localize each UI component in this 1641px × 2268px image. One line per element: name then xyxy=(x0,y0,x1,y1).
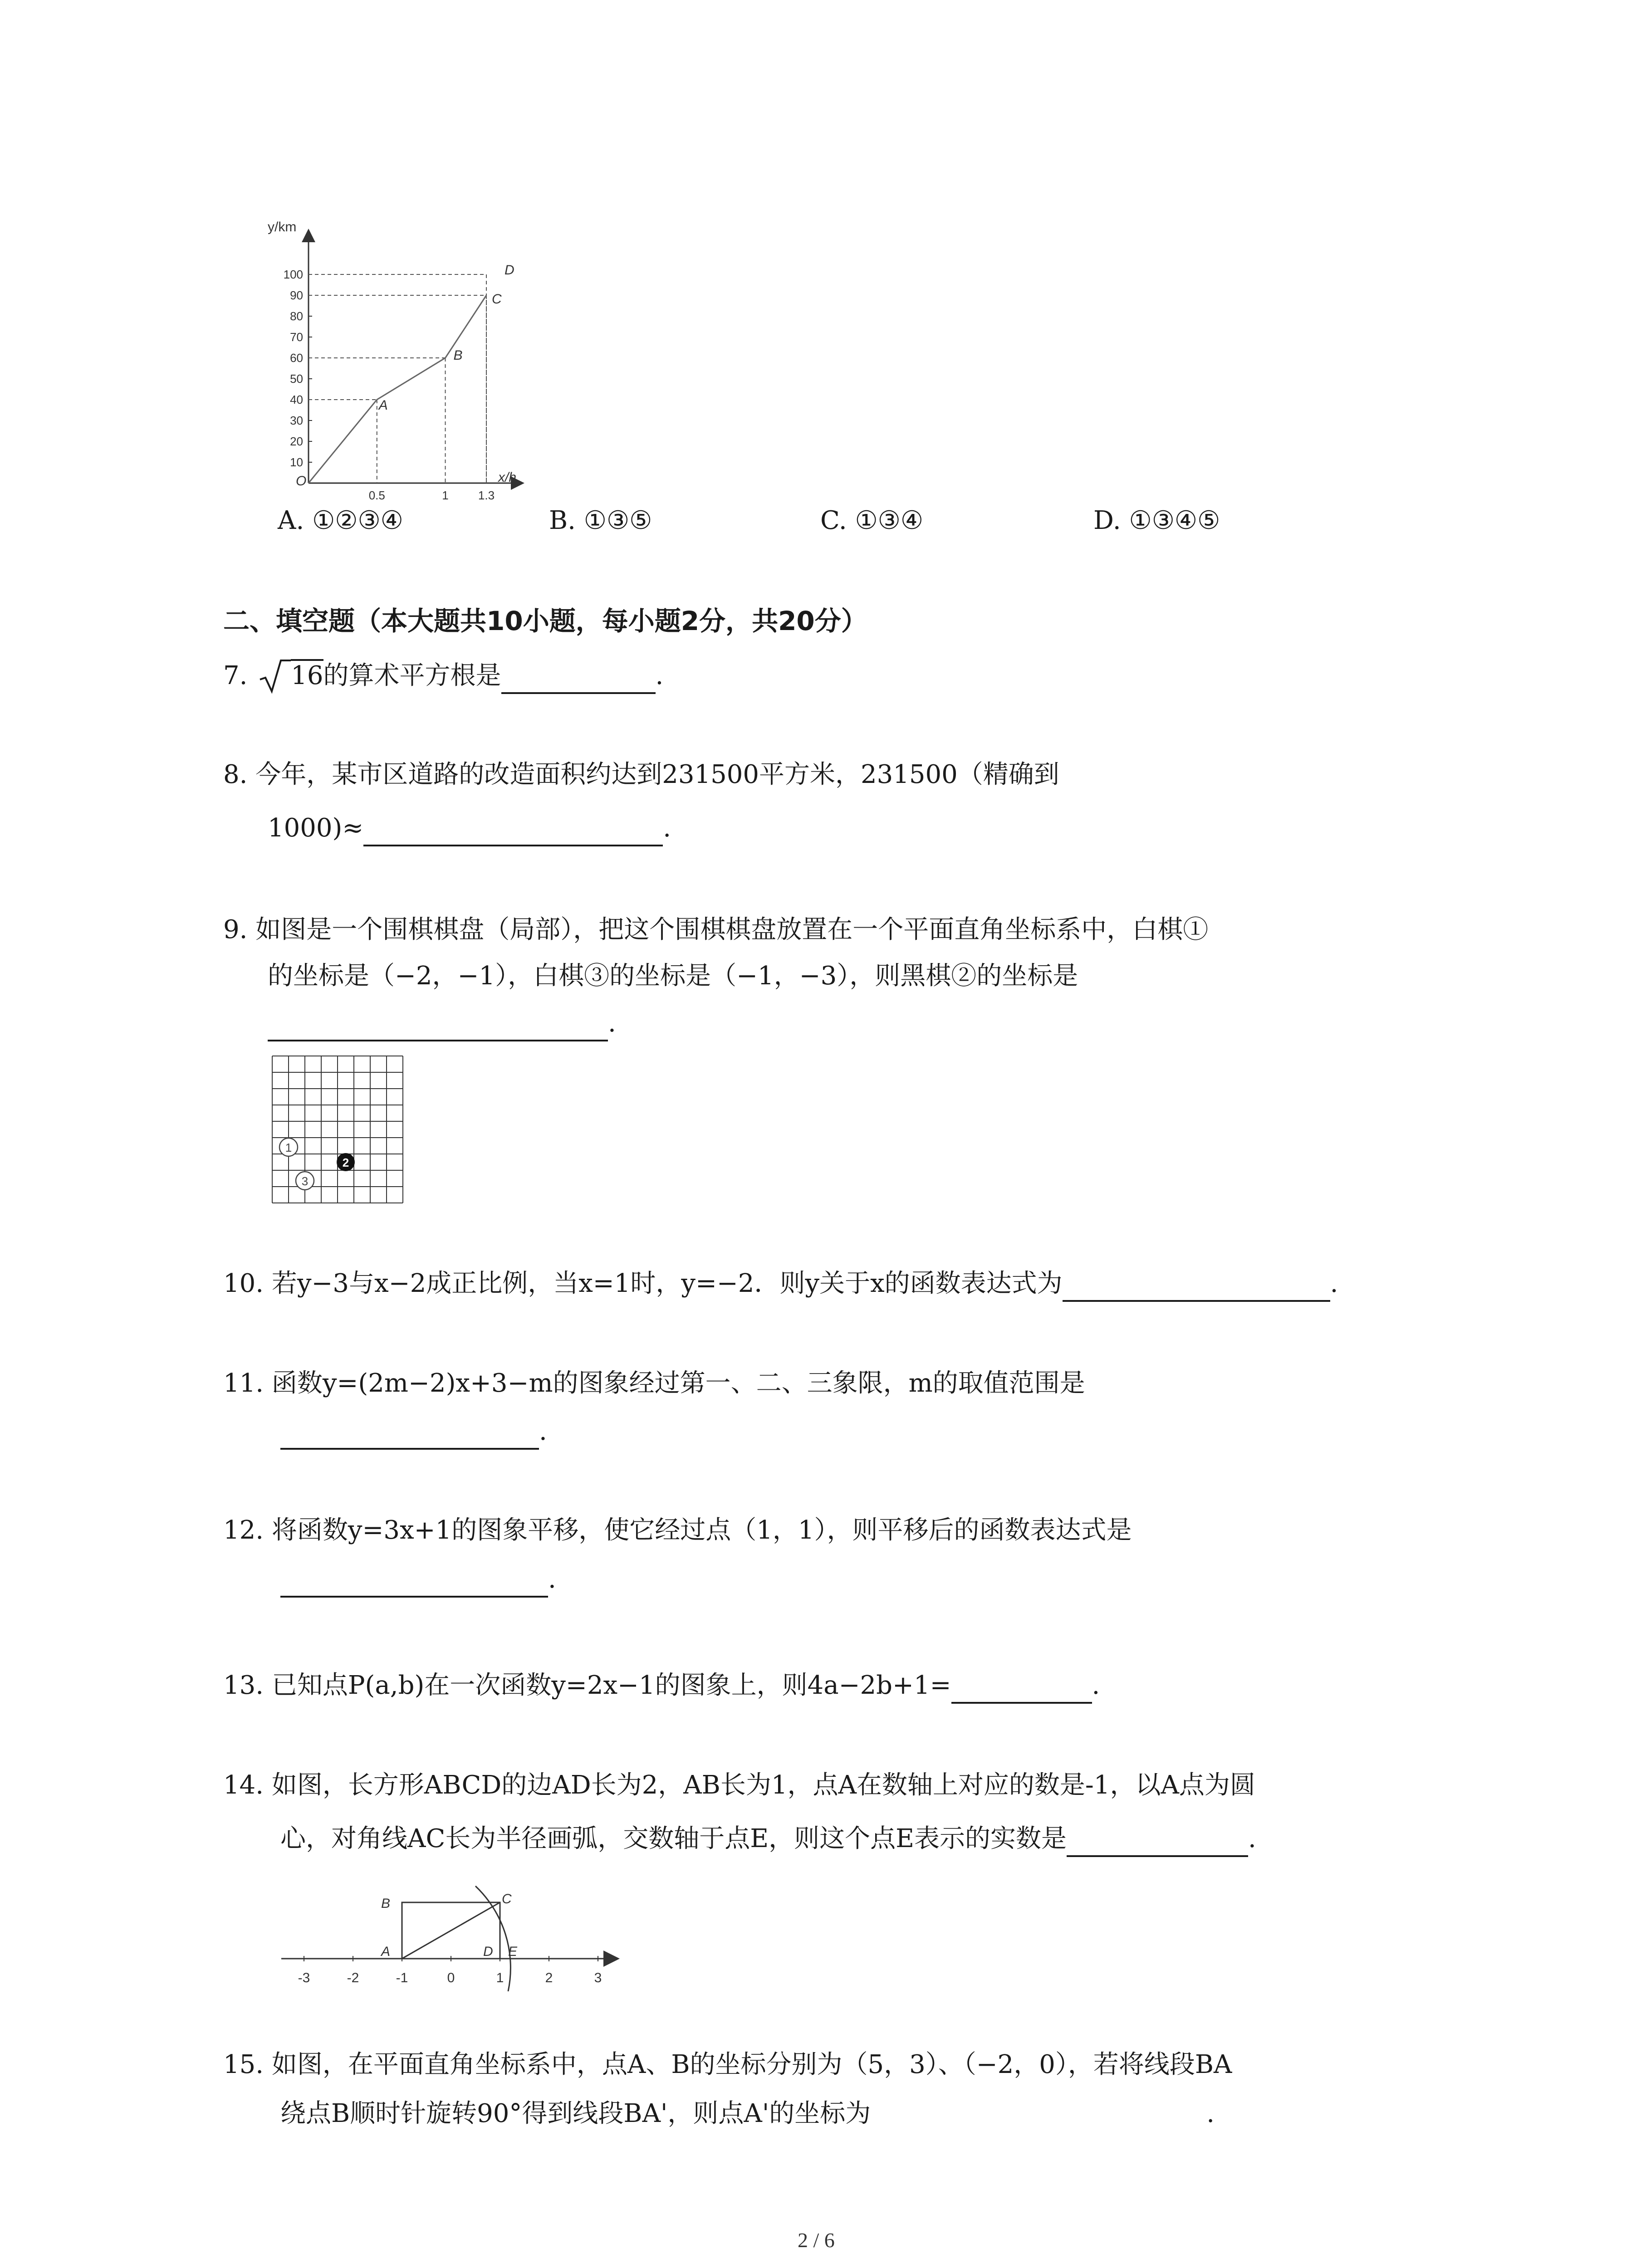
x-tick-labels xyxy=(369,489,495,502)
y-tick-50: 50 xyxy=(290,372,303,386)
nl-tick--1: -1 xyxy=(396,1970,408,1985)
svg-text:2: 2 xyxy=(342,1156,349,1169)
nl-tick-2: 2 xyxy=(545,1970,553,1985)
nl-tick-0: 0 xyxy=(447,1970,455,1985)
choice-a[interactable]: A. ①②③④ xyxy=(278,506,403,535)
question-14-line2: 心，对角线AC长为半径画弧，交数轴于点E，则这个点E表示的实数是 . xyxy=(280,1821,1256,1857)
question-9-line3: . xyxy=(268,1005,616,1041)
answer-blank-8[interactable] xyxy=(363,816,663,846)
white-stone-1 xyxy=(279,1138,298,1156)
answer-blank-9[interactable] xyxy=(268,1011,608,1041)
number-line-figure xyxy=(272,1878,626,2000)
question-13: 13. 已知点P(a,b)在一次函数y=2x−1的图象上，则4a−2b+1= . xyxy=(223,1667,1100,1704)
x-axis-label: x/h xyxy=(498,470,517,485)
nl-tick-3: 3 xyxy=(594,1970,602,1985)
label-d: D xyxy=(483,1944,493,1959)
y-tick-30: 30 xyxy=(290,414,303,427)
go-board-grid xyxy=(272,1056,403,1203)
y-tick-70: 70 xyxy=(290,330,303,344)
answer-blank-12[interactable] xyxy=(280,1567,548,1598)
y-tick-40: 40 xyxy=(290,393,303,406)
answer-blank-10[interactable] xyxy=(1063,1271,1330,1302)
answer-blank-13[interactable] xyxy=(951,1673,1092,1704)
section-title: 二、填空题（本大题共10小题，每小题2分，共20分） xyxy=(223,606,867,636)
point-label-A: A xyxy=(378,398,388,413)
question-11-line2: . xyxy=(280,1413,547,1450)
question-10: 10. 若y−3与x−2成正比例，当x=1时，y=−2．则y关于x的函数表达式为 . xyxy=(223,1266,1338,1302)
question-9: 9. 如图是一个围棋棋盘（局部），把这个围棋棋盘放置在一个平面直角坐标系中，白棋① xyxy=(223,915,1209,944)
white-stone-3 xyxy=(296,1172,314,1190)
point-label-B: B xyxy=(453,348,463,363)
distance-line xyxy=(309,295,486,483)
question-8-line2: 1000)≈ . xyxy=(268,810,671,846)
label-e: E xyxy=(508,1944,518,1959)
label-b: B xyxy=(381,1896,391,1911)
svg-text:3: 3 xyxy=(301,1174,309,1188)
answer-blank-14[interactable] xyxy=(1067,1826,1248,1857)
question-14: 14. 如图，长方形ABCD的边AD长为2，AB长为1，点A在数轴上对应的数是-1，以A点为圆 xyxy=(223,1770,1255,1800)
label-a: A xyxy=(381,1944,391,1959)
radical-sign xyxy=(259,658,291,694)
dashed-guide-lines xyxy=(309,274,486,483)
question-15: 15. 如图，在平面直角坐标系中，点A、B的坐标分别为（5，3）、（−2，0），若将线段BA xyxy=(223,2050,1232,2079)
nl-tick--3: -3 xyxy=(298,1970,310,1985)
svg-text:1: 1 xyxy=(285,1141,292,1154)
radicand: 16 xyxy=(291,659,323,690)
page-number: 2 / 6 xyxy=(798,2229,835,2252)
nl-tick--2: -2 xyxy=(347,1970,359,1985)
y-tick-60: 60 xyxy=(290,351,303,365)
x-tick-0.5: 0.5 xyxy=(368,489,385,502)
answer-blank-7[interactable] xyxy=(501,663,656,694)
black-stone-2 xyxy=(337,1153,355,1171)
point-label-D: D xyxy=(505,263,514,278)
answer-blank-11[interactable] xyxy=(280,1419,539,1450)
point-labels xyxy=(378,263,514,413)
choice-d[interactable]: D. ①③④⑤ xyxy=(1093,506,1220,535)
y-tick-100: 100 xyxy=(283,268,303,281)
number-line-ticks xyxy=(298,1956,602,1985)
point-label-C: C xyxy=(492,292,502,307)
distance-time-chart xyxy=(254,213,544,503)
x-tick-1: 1 xyxy=(442,489,449,502)
question-9-line2: 的坐标是（−2，−1），白棋③的坐标是（−1，−3），则黑棋②的坐标是 xyxy=(268,961,1078,991)
y-axis-label: y/km xyxy=(268,220,297,235)
question-15-line2: 绕点B顺时针旋转90°得到线段BA'，则点A'的坐标为 . xyxy=(280,2099,1215,2128)
y-tick-20: 20 xyxy=(290,435,303,448)
question-11: 11. 函数y=(2m−2)x+3−m的图象经过第一、二、三象限，m的取值范围是 xyxy=(223,1369,1085,1398)
choice-c[interactable]: C. ①③④ xyxy=(820,506,924,535)
y-tick-labels xyxy=(284,268,312,469)
label-c: C xyxy=(502,1892,512,1906)
y-tick-90: 90 xyxy=(290,288,303,302)
question-8: 8. 今年，某市区道路的改造面积约达到231500平方米，231500（精确到 xyxy=(223,760,1059,789)
origin-label: O xyxy=(296,474,307,489)
y-tick-10: 10 xyxy=(290,455,303,469)
choice-b[interactable]: B. ①③⑤ xyxy=(549,506,652,535)
question-12-line2: . xyxy=(280,1561,556,1598)
x-tick-1.3: 1.3 xyxy=(478,489,495,502)
question-7: 7. 16的算术平方根是 . xyxy=(223,658,663,694)
nl-tick-1: 1 xyxy=(496,1970,504,1985)
question-12: 12. 将函数y=3x+1的图象平移，使它经过点（1，1），则平移后的函数表达式是 xyxy=(223,1515,1132,1545)
y-tick-80: 80 xyxy=(290,309,303,323)
go-board-figure xyxy=(267,1051,412,1206)
